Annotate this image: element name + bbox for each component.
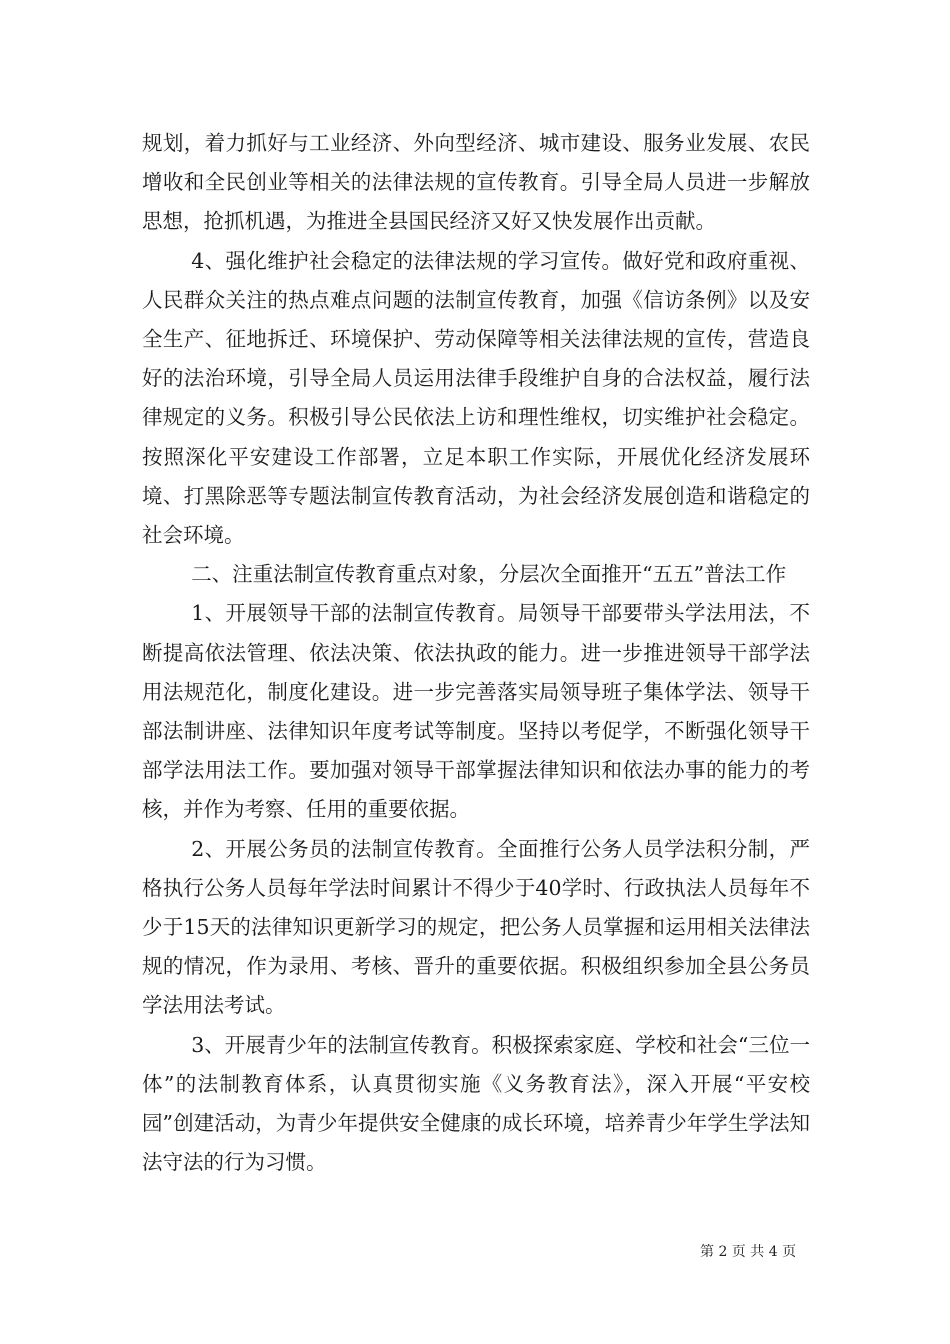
- document-body: [142, 124, 810, 1182]
- paragraph-item-3: 3、开展青少年的法制宣传教育。积极探索家庭、学校和社会“三位一体”的法制教育体系，认真贯彻实施《义务教育法》，深入开展“平安校园”创建活动，为青少年提供安全健康的成长环境，培养青少年学生学法知法守法的行为习惯。: [142, 1032, 810, 1175]
- page-number-footer: 第 2 页 共 4 页: [700, 1244, 797, 1260]
- paragraph-item-4: 4、强化维护社会稳定的法律法规的学习宣传。做好党和政府重视、人民群众关注的热点难点问题的法制宣传教育，加强《信访条例》以及安全生产、征地拆迁、环境保护、劳动保障等相关法律法规的宣传，营造良好的法治环境，引导全局人员运用法律手段维护自身的合法权益，履行法律规定的义务。积极引导公民依法上访和理性维权，切实维护社会稳定。按照深化平安建设工作部署，立足本职工作实际，开展优化经济发展环境、打黑除恶等专题法制宣传教育活动，为社会经济发展创造和谐稳定的社会环境。: [142, 248, 810, 548]
- section-heading-2: 二、注重法制宣传教育重点对象，分层次全面推开“五五”普法工作: [191, 562, 787, 587]
- paragraph-item-1: 1、开展领导干部的法制宣传教育。局领导干部要带头学法用法，不断提高依法管理、依法决策、依法执政的能力。进一步推进领导干部学法用法规范化，制度化建设。进一步完善落实局领导班子集体学法、领导干部法制讲座、法律知识年度考试等制度。坚持以考促学，不断强化领导干部学法用法工作。要加强对领导干部掌握法律知识和依法办事的能力的考核，并作为考察、任用的重要依据。: [142, 601, 810, 822]
- paragraph-continuation: 规划，着力抓好与工业经济、外向型经济、城市建设、服务业发展、农民增收和全民创业等相关的法律法规的宣传教育。引导全局人员进一步解放思想，抢抓机遇，为推进全县国民经济又好又快发展作出贡献。: [142, 131, 810, 234]
- paragraph-item-2: 2、开展公务员的法制宣传教育。全面推行公务人员学法积分制，严格执行公务人员每年学法时间累计不得少于40学时、行政执法人员每年不少于15天的法律知识更新学习的规定，把公务人员掌握和运用相关法律法规的情况，作为录用、考核、晋升的重要依据。积极组织参加全县公务员学法用法考试。: [142, 836, 810, 1018]
